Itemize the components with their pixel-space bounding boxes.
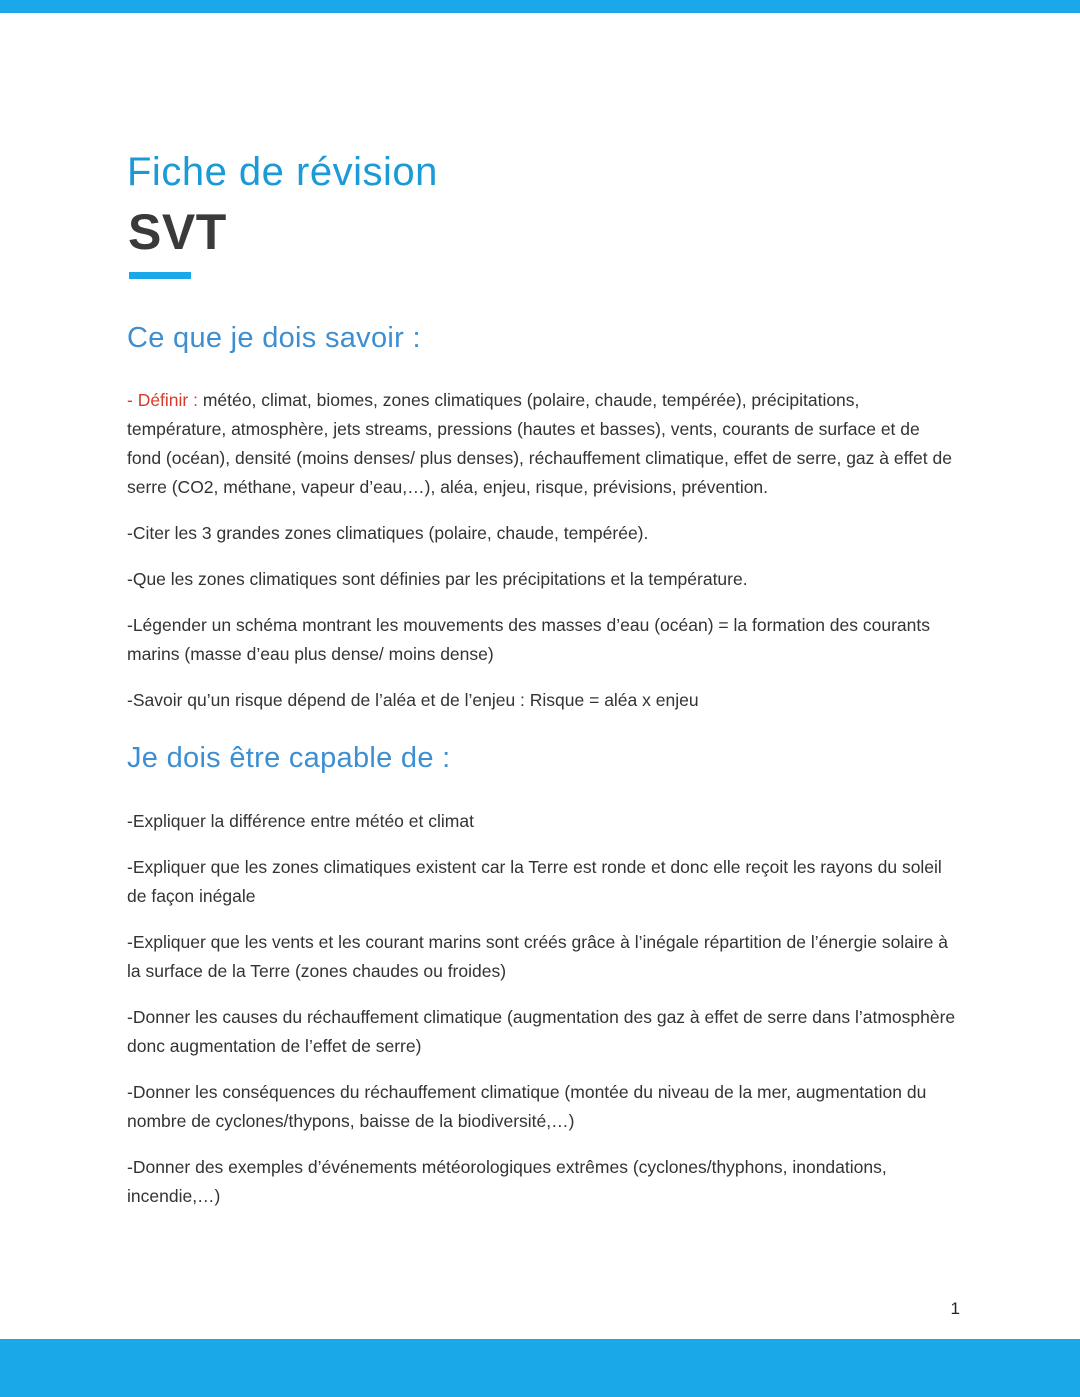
knowledge-item: -Que les zones climatiques sont définies par les précipitations et la température. bbox=[127, 569, 748, 589]
top-accent-bar bbox=[0, 0, 1080, 13]
skill-item: -Donner les causes du réchauffement climatique (augmentation des gaz à effet de serre dans l’atmosphère donc augmentation de l’effet de serre) bbox=[127, 1007, 956, 1056]
skill-item: -Expliquer que les zones climatiques existent car la Terre est ronde et donc elle reçoit les rayons du soleil de façon inégale bbox=[127, 857, 942, 906]
skill-item: -Expliquer la différence entre météo et climat bbox=[127, 811, 474, 831]
knowledge-item: -Savoir qu’un risque dépend de l’aléa et de l’enjeu : Risque = aléa x enjeu bbox=[127, 690, 699, 710]
section-heading-able: Je dois être capable de : bbox=[127, 742, 451, 774]
define-paragraph bbox=[127, 386, 957, 502]
knowledge-item: -Légender un schéma montrant les mouvements des masses d’eau (océan) = la formation des courants marins (masse d’eau plus dense/ moins dense) bbox=[127, 615, 930, 664]
page-number: 1 bbox=[950, 1299, 960, 1318]
define-keyword: - Définir : bbox=[127, 390, 198, 410]
knowledge-list bbox=[127, 386, 957, 715]
skill-item: -Donner des exemples d’événements météorologiques extrêmes (cyclones/thyphons, inondations, incendie,…) bbox=[127, 1157, 887, 1206]
skills-list bbox=[127, 807, 957, 1211]
document-subject: SVT bbox=[128, 204, 227, 260]
title-accent-rule bbox=[129, 272, 191, 279]
skill-item: -Expliquer que les vents et les courant marins sont créés grâce à l’inégale répartition de l’énergie solaire à la surface de la Terre (zones chaudes ou froides) bbox=[127, 932, 948, 981]
bottom-accent-bar bbox=[0, 1339, 1080, 1397]
skill-item: -Donner les conséquences du réchauffement climatique (montée du niveau de la mer, augmentation du nombre de cyclones/thypons, baisse de la biodiversité,…) bbox=[127, 1082, 927, 1131]
document-title: Fiche de révision bbox=[127, 150, 438, 194]
document-body bbox=[127, 148, 957, 1211]
define-terms: météo, climat, biomes, zones climatiques (polaire, chaude, tempérée), précipitations, température, atmosphère, jets streams, pressions (hautes et basses), vents, courants de surface et de fond (océan), densité (moins denses/ plus denses), réchauffement climatique, effet de serre, gaz à effet de serre (CO2, méthane, vapeur d’eau,…), aléa, enjeu, risque, prévisions, prévention. bbox=[127, 390, 952, 497]
section-heading-know: Ce que je dois savoir : bbox=[127, 322, 421, 354]
knowledge-item: -Citer les 3 grandes zones climatiques (polaire, chaude, tempérée). bbox=[127, 523, 649, 543]
